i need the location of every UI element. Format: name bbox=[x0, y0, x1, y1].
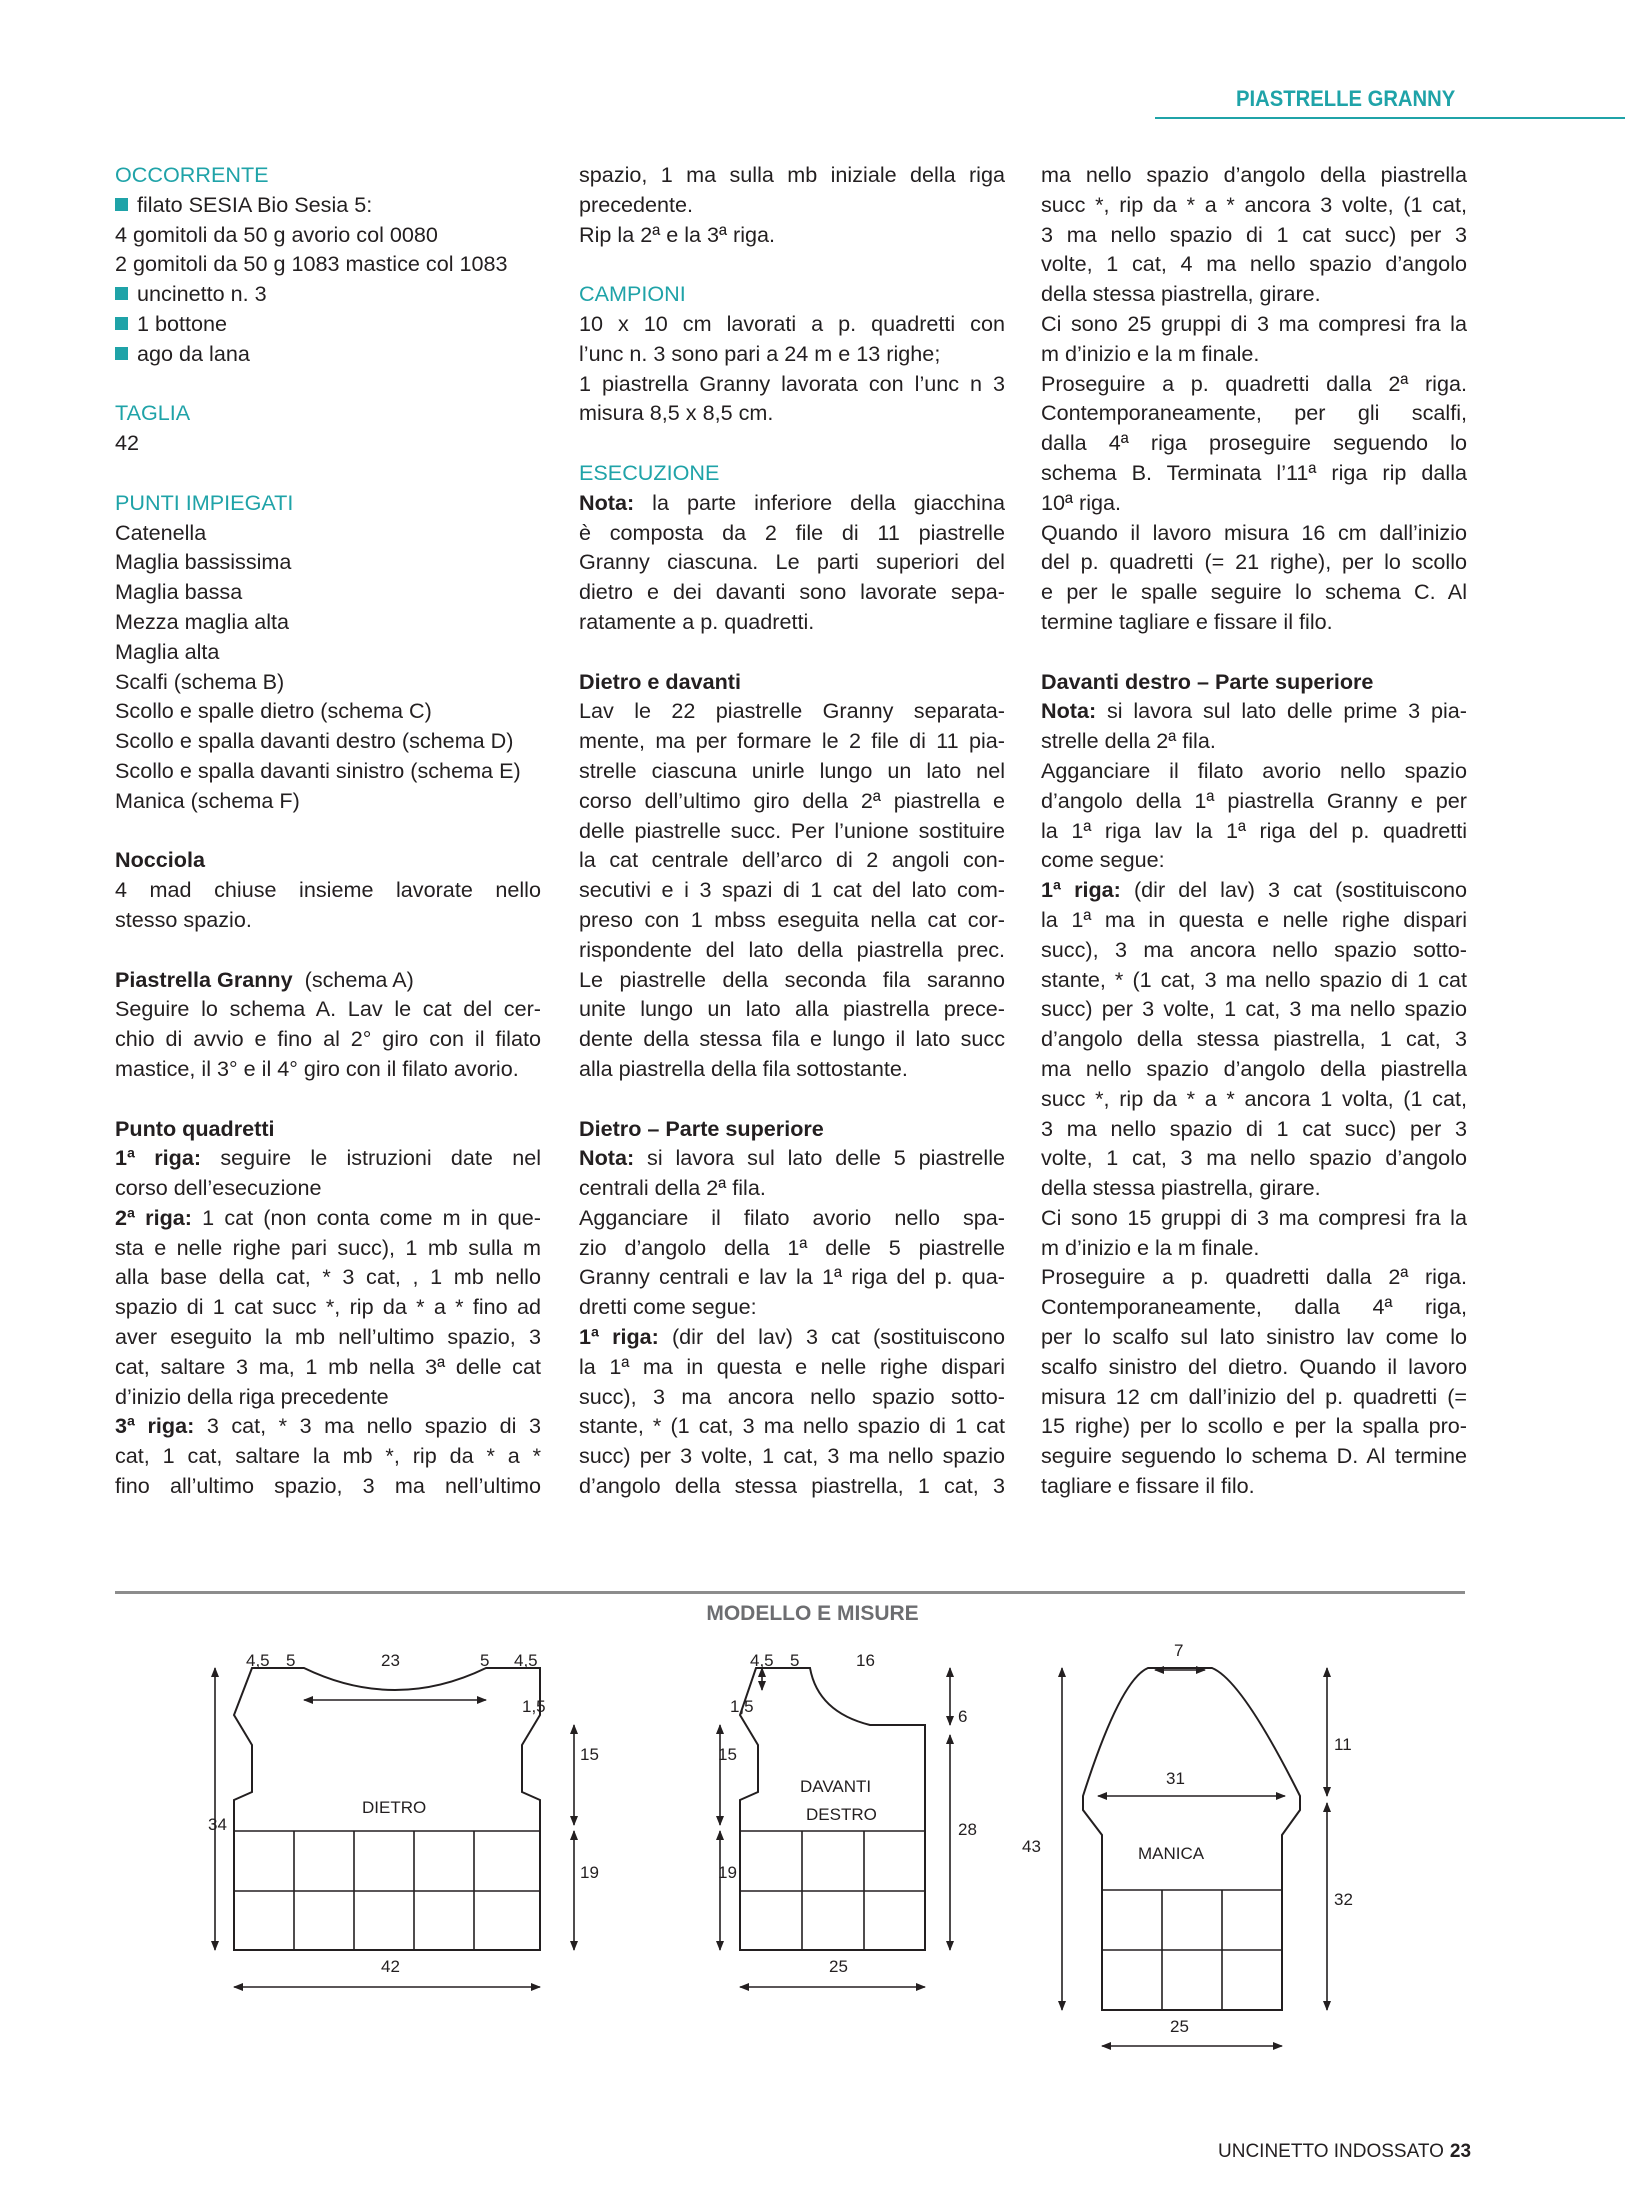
body-line: Nota: si lavora sul lato delle 5 piastrelle bbox=[579, 1145, 1006, 1171]
body-line: Contemporaneamente, per gli scalfi, bbox=[1041, 400, 1467, 426]
heading-davanti-superiore: Davanti destro – Parte superiore bbox=[1041, 668, 1374, 694]
dim-label: 6 bbox=[958, 1707, 968, 1726]
dim-label: 34 bbox=[208, 1815, 227, 1834]
body-line: 4 mad chiuse insieme lavorate nello bbox=[115, 877, 541, 903]
dim-label: 28 bbox=[958, 1820, 977, 1839]
body-line: d’angolo della stessa piastrella, 1 cat, 3 bbox=[579, 1473, 1005, 1499]
body-line: Agganciare il filato avorio nello spazio bbox=[1041, 757, 1467, 783]
body-line: Nota: la parte inferiore della giacchina bbox=[579, 489, 1005, 515]
manica-outline bbox=[1083, 1668, 1300, 2010]
body-line: 10 x 10 cm lavorati a p. quadretti con bbox=[579, 310, 1005, 336]
dim-label: 43 bbox=[1022, 1837, 1041, 1856]
material-item: filato SESIA Bio Sesia 5: bbox=[115, 190, 541, 220]
body-line: stante, * (1 cat, 3 ma nello spazio di 1 cat bbox=[1041, 966, 1467, 992]
body-line: m d’inizio e la m finale. bbox=[1041, 1234, 1260, 1260]
body-line: 1ª riga: (dir del lav) 3 cat (sostituiscono bbox=[1041, 877, 1468, 903]
stitch-item: Catenella bbox=[115, 519, 207, 545]
dim-label: 4,5 bbox=[246, 1651, 270, 1670]
body-line: alla base della cat, * 3 cat, , 1 mb nello bbox=[115, 1264, 541, 1290]
body-line: precedente. bbox=[579, 191, 694, 217]
taglia-value: 42 bbox=[115, 430, 140, 456]
body-line: 3ª riga: 3 cat, * 3 ma nello spazio di 3 bbox=[115, 1413, 541, 1439]
body-line: cat, 1 cat, saltare la mb *, rip da * a * bbox=[115, 1443, 541, 1469]
stitch-item: Mezza maglia alta bbox=[115, 608, 290, 634]
stitch-item: Scollo e spalla davanti sinistro (schema E) bbox=[115, 757, 521, 783]
dim-label: 5 bbox=[480, 1651, 490, 1670]
heading-dietro-superiore: Dietro – Parte superiore bbox=[579, 1115, 824, 1141]
dim-label: 1,5 bbox=[730, 1697, 754, 1716]
body-line: Granny centrali e lav la 1ª riga del p. qua- bbox=[579, 1264, 1005, 1290]
body-line: corso dell’ultimo giro della 2ª piastrella e bbox=[579, 787, 1005, 813]
body-line: Lav le 22 piastrelle Granny separata- bbox=[579, 698, 1005, 724]
davanti-tile-grid bbox=[740, 1831, 925, 1950]
body-line: della stessa piastrella, girare. bbox=[1041, 1175, 1321, 1201]
heading-granny: Piastrella Granny (schema A) bbox=[115, 966, 414, 992]
body-line: ma nello spazio d’angolo della piastrella bbox=[1041, 1055, 1467, 1081]
body-line: Agganciare il filato avorio nello spa- bbox=[579, 1204, 1005, 1230]
body-line: spazio, 1 ma sulla mb iniziale della riga bbox=[579, 162, 1005, 187]
dietro-tile-grid bbox=[234, 1831, 540, 1950]
body-line: Seguire lo schema A. Lav le cat del cer- bbox=[115, 996, 541, 1022]
body-line: centrali della 2ª fila. bbox=[579, 1175, 766, 1201]
heading-dietro-davanti: Dietro e davanti bbox=[579, 668, 741, 694]
stitch-item: Maglia bassissima bbox=[115, 549, 292, 575]
body-line: come segue: bbox=[1041, 847, 1165, 873]
body-line: succ), 3 ma ancora nello spazio sotto- bbox=[579, 1383, 1005, 1409]
body-line: succ) per 3 volte, 1 cat, 3 ma nello spazio bbox=[1041, 996, 1467, 1022]
body-line: la 1ª ma in questa e nelle righe dispari bbox=[1041, 906, 1467, 932]
body-line: la 1ª riga lav la 1ª riga del p. quadretti bbox=[1041, 817, 1467, 843]
stitch-item: Maglia bassa bbox=[115, 579, 243, 605]
body-line: rispondente del lato della piastrella prec. bbox=[579, 936, 1005, 962]
body-line: 15 righe) per lo scollo e per la spalla pro- bbox=[1041, 1413, 1467, 1439]
heading-occorrente: OCCORRENTE bbox=[115, 162, 269, 187]
stitch-item: Scollo e spalla davanti destro (schema D) bbox=[115, 728, 514, 754]
body-line: 3 ma nello spazio di 1 cat succ) per 3 bbox=[1041, 221, 1467, 247]
body-line: del p. quadretti (= 21 righe), per lo scollo bbox=[1041, 549, 1467, 575]
body-line: scalfo sinistro del dietro. Quando il lavoro bbox=[1041, 1353, 1467, 1379]
dim-label: 42 bbox=[381, 1957, 400, 1976]
body-line: secutivi e i 3 spazi di 1 cat del lato com- bbox=[579, 877, 1005, 903]
body-line: d’angolo della 1ª piastrella Granny e per bbox=[1041, 787, 1467, 813]
magazine-name: UNCINETTO INDOSSATO bbox=[1218, 2141, 1444, 2162]
dim-label: 15 bbox=[718, 1745, 737, 1764]
heading-taglia: TAGLIA bbox=[115, 400, 191, 426]
heading-nocciola: Nocciola bbox=[115, 847, 206, 873]
body-line: d’angolo della stessa piastrella, 1 cat, 3 bbox=[1041, 1026, 1467, 1052]
body-line: volte, 1 cat, 3 ma nello spazio d’angolo bbox=[1041, 1145, 1467, 1171]
body-line: tagliare e fissare il filo. bbox=[1041, 1473, 1255, 1499]
body-line: ratamente a p. quadretti. bbox=[579, 608, 815, 634]
body-line: dente della stessa fila e lungo il lato succ bbox=[579, 1026, 1005, 1052]
material-detail: 4 gomitoli da 50 g avorio col 0080 bbox=[115, 221, 438, 247]
manica-label: MANICA bbox=[1138, 1844, 1205, 1863]
body-line: l’unc n. 3 sono pari a 24 m e 13 righe; bbox=[579, 340, 941, 366]
body-line: dietro e dei davanti sono lavorate sepa- bbox=[579, 579, 1005, 605]
heading-punti: PUNTI IMPIEGATI bbox=[115, 489, 294, 515]
dim-label: 4,5 bbox=[514, 1651, 538, 1670]
body-line: d’inizio della riga precedente bbox=[115, 1383, 389, 1409]
body-line: sta e nelle righe pari succ), 1 mb sulla m bbox=[115, 1234, 541, 1260]
body-line: stante, * (1 cat, 3 ma nello spazio di 1 cat bbox=[579, 1413, 1005, 1439]
body-line: fino all’ultimo spazio, 3 ma nell’ultimo bbox=[115, 1473, 541, 1499]
davanti-label: DAVANTI bbox=[800, 1777, 872, 1796]
dim-label: 4,5 bbox=[750, 1651, 774, 1670]
body-line: seguire seguendo lo schema D. Al termine bbox=[1041, 1443, 1467, 1469]
body-line: mente, ma per formare le 2 file di 11 pia- bbox=[579, 728, 1005, 754]
body-line: succ *, rip da * a * ancora 3 volte, (1 cat, bbox=[1041, 191, 1467, 217]
stitch-item: Scalfi (schema B) bbox=[115, 668, 285, 694]
body-line: chio di avvio e fino al 2° giro con il filato bbox=[115, 1026, 541, 1052]
body-line: unite lungo un lato alla piastrella prece- bbox=[579, 996, 1005, 1022]
dim-label: 32 bbox=[1334, 1890, 1353, 1909]
body-line: misura 12 cm dall’inizio del p. quadretti (= bbox=[1041, 1383, 1467, 1409]
body-line: per lo scalfo sul lato sinistro lav come lo bbox=[1041, 1324, 1467, 1350]
body-line: 1ª riga: (dir del lav) 3 cat (sostituiscono bbox=[579, 1324, 1006, 1350]
body-line: della stessa piastrella, girare. bbox=[1041, 281, 1321, 307]
body-line: m d’inizio e la m finale. bbox=[1041, 340, 1260, 366]
page-number: 23 bbox=[1449, 2141, 1472, 2162]
body-line: Proseguire a p. quadretti dalla 2ª riga. bbox=[1041, 370, 1467, 396]
davanti-label: DESTRO bbox=[806, 1805, 877, 1824]
body-line: è composta da 2 file di 11 piastrelle bbox=[579, 519, 1005, 545]
body-line: corso dell’esecuzione bbox=[115, 1175, 322, 1201]
body-line: spazio di 1 cat succ *, rip da * a * fino ad bbox=[115, 1294, 541, 1320]
dim-label: 16 bbox=[856, 1651, 875, 1670]
heading-quadretti: Punto quadretti bbox=[115, 1115, 275, 1141]
body-line: Le piastrelle della seconda fila saranno bbox=[579, 966, 1005, 992]
body-line: 3 ma nello spazio di 1 cat succ) per 3 bbox=[1041, 1115, 1467, 1141]
dim-label: 19 bbox=[718, 1863, 737, 1882]
figure-title: MODELLO E MISURE bbox=[706, 1602, 919, 1625]
body-line: Ci sono 25 gruppi di 3 ma compresi fra la bbox=[1041, 310, 1467, 336]
dietro-label: DIETRO bbox=[362, 1798, 427, 1817]
body-line: la cat centrale dell’arco di 2 angoli con- bbox=[579, 847, 1005, 873]
heading-campioni: CAMPIONI bbox=[579, 281, 686, 307]
body-line: stesso spazio. bbox=[115, 906, 252, 932]
stitch-item: Scollo e spalle dietro (schema C) bbox=[115, 698, 432, 724]
dim-label: 7 bbox=[1174, 1641, 1184, 1660]
stitch-item: Manica (schema F) bbox=[115, 787, 300, 813]
body-line: e per le spalle seguire lo schema C. Al bbox=[1041, 579, 1467, 605]
body-line: la 1ª ma in questa e nelle righe dispari bbox=[579, 1353, 1005, 1379]
body-line: Granny ciascuna. Le parti superiori del bbox=[579, 549, 1005, 575]
section-title: PIASTRELLE GRANNY bbox=[1236, 86, 1456, 111]
body-line: dalla 4ª riga proseguire seguendo lo bbox=[1041, 430, 1467, 456]
body-line: Proseguire a p. quadretti dalla 2ª riga. bbox=[1041, 1264, 1467, 1290]
dim-label: 5 bbox=[286, 1651, 296, 1670]
body-line: zio d’angolo della 1ª delle 5 piastrelle bbox=[579, 1234, 1005, 1260]
manica-tile-grid bbox=[1102, 1890, 1282, 2010]
heading-esecuzione: ESECUZIONE bbox=[579, 459, 720, 485]
dim-label: 31 bbox=[1166, 1769, 1185, 1788]
body-line: misura 8,5 x 8,5 cm. bbox=[579, 400, 774, 426]
dim-label: 25 bbox=[829, 1957, 848, 1976]
body-line: mastice, il 3° e il 4° giro con il filato avorio. bbox=[115, 1055, 519, 1081]
body-line: schema B. Terminata l’11ª riga rip dalla bbox=[1041, 459, 1467, 485]
footer bbox=[1218, 2141, 1471, 2163]
body-line: alla piastrella della fila sottostante. bbox=[579, 1055, 908, 1081]
body-line: 2ª riga: 1 cat (non conta come m in que- bbox=[115, 1204, 541, 1230]
body-line: Nota: si lavora sul lato delle prime 3 pia- bbox=[1041, 698, 1467, 724]
body-line: Quando il lavoro misura 16 cm dall’inizio bbox=[1041, 519, 1467, 545]
stitch-item: Maglia alta bbox=[115, 638, 220, 664]
body-line: dretti come segue: bbox=[579, 1294, 757, 1320]
body-line: 1 piastrella Granny lavorata con l’unc n 3 bbox=[579, 370, 1005, 396]
body-line: succ *, rip da * a * ancora 1 volta, (1 cat, bbox=[1041, 1085, 1467, 1111]
body-line: volte, 1 cat, 4 ma nello spazio d’angolo bbox=[1041, 251, 1467, 277]
body-line: ma nello spazio d’angolo della piastrella bbox=[1041, 162, 1467, 187]
dim-label: 11 bbox=[1334, 1735, 1352, 1754]
body-line: strelle della 2ª fila. bbox=[1041, 728, 1216, 754]
body-line: preso con 1 mbss eseguita nella cat cor- bbox=[579, 906, 1005, 932]
material-detail: 2 gomitoli da 50 g 1083 mastice col 1083 bbox=[115, 251, 508, 277]
dim-label: 23 bbox=[381, 1651, 400, 1670]
body-line: delle piastrelle succ. Per l’unione sostituire bbox=[579, 817, 1005, 843]
body-line: cat, saltare 3 ma, 1 mb nella 3ª delle cat bbox=[115, 1353, 541, 1379]
body-line: 1ª riga: seguire le istruzioni date nel bbox=[115, 1145, 542, 1171]
dim-label: 25 bbox=[1170, 2017, 1189, 2036]
body-line: Contemporaneamente, dalla 4ª riga, bbox=[1041, 1294, 1467, 1320]
body-line: Rip la 2ª e la 3ª riga. bbox=[579, 221, 776, 247]
dim-label: 19 bbox=[580, 1863, 599, 1882]
material-item: ago da lana bbox=[115, 339, 541, 369]
body-line: aver eseguito la mb nell’ultimo spazio, 3 bbox=[115, 1324, 541, 1350]
body-line: termine tagliare e fissare il filo. bbox=[1041, 608, 1333, 634]
material-item: 1 bottone bbox=[115, 309, 541, 339]
body-line: strelle ciascuna unirle lungo un lato nel bbox=[579, 757, 1005, 783]
body-line: succ), 3 ma ancora nello spazio sotto- bbox=[1041, 936, 1467, 962]
dim-label: 15 bbox=[580, 1745, 599, 1764]
body-line: Ci sono 15 gruppi di 3 ma compresi fra la bbox=[1041, 1204, 1467, 1230]
dim-label: 5 bbox=[790, 1651, 800, 1670]
dim-label: 1,5 bbox=[522, 1697, 546, 1716]
body-line: 10ª riga. bbox=[1041, 489, 1122, 515]
body-line: succ) per 3 volte, 1 cat, 3 ma nello spazio bbox=[579, 1443, 1005, 1469]
material-item: uncinetto n. 3 bbox=[115, 279, 541, 309]
